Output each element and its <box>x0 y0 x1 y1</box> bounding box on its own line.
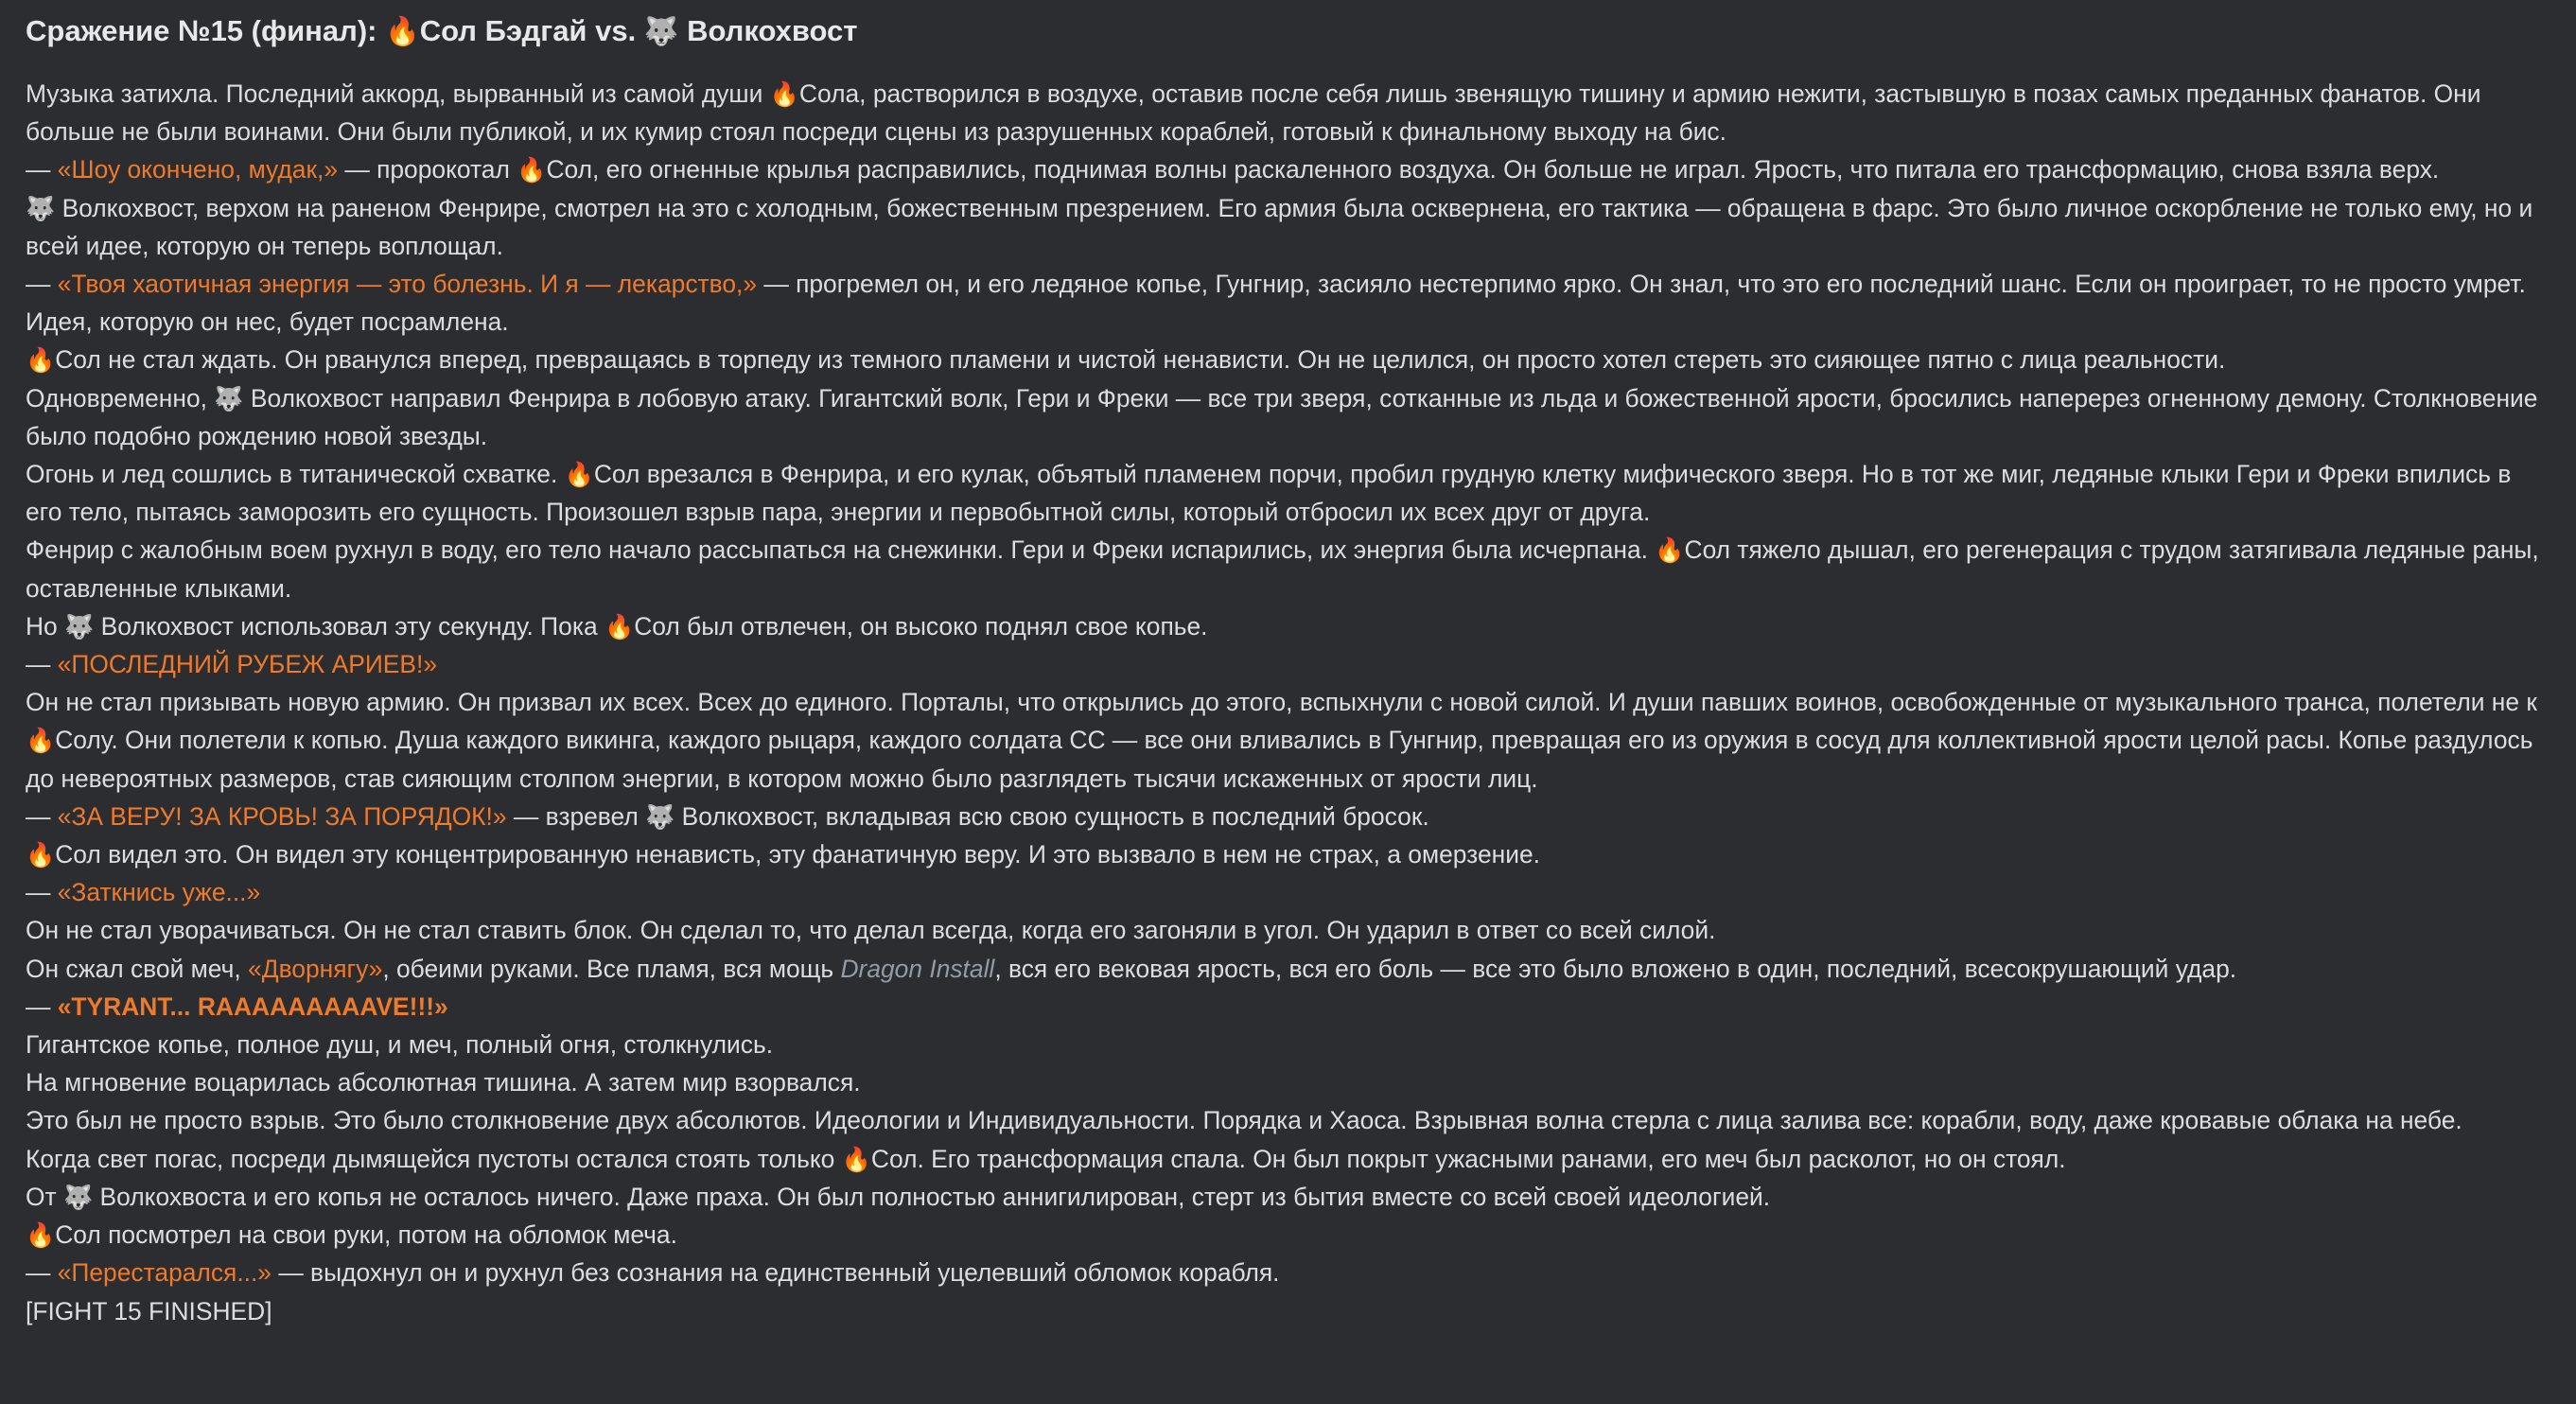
dash: — <box>26 1258 58 1288</box>
paragraph <box>26 150 2553 188</box>
page-title <box>26 13 2553 49</box>
title-fighter2: Волкохвост <box>687 14 858 47</box>
paragraph <box>26 1292 2553 1330</box>
quote-bold: «TYRANT... RAAAAAAAAAVE!!!» <box>57 992 448 1021</box>
text-run: , вся его вековая ярость, вся его боль — все это было вложено в один, последний, всесокрушающий удар. <box>994 954 2237 983</box>
paragraph <box>26 683 2553 798</box>
title-prefix: Сражение №15 (финал): <box>26 14 386 47</box>
paragraph <box>26 607 2553 645</box>
paragraph <box>26 341 2553 378</box>
dash: — <box>26 878 58 907</box>
text-run: Когда свет погас, посреди дымящейся пустоты остался стоять только <box>26 1144 842 1173</box>
paragraph <box>26 1254 2553 1291</box>
dash: — <box>26 650 58 679</box>
fire-icon: 🔥 <box>26 346 56 375</box>
quote: «Шоу окончено, мудак,» <box>57 155 339 184</box>
text-run: — выдохнул он и рухнул без сознания на единственный уцелевший обломок корабля. <box>272 1258 1280 1288</box>
text-run: — прогремел он, и его ледяное копье, Гунгнир, засияло нестерпимо ярко. Он знал, что это его последний шанс. Если он проиграет, то не просто умрет. Идея, которую он нес, будет посрамлена. <box>26 270 2526 337</box>
wolf-icon: 🐺 <box>64 612 95 641</box>
text-run: Волкохвост использовал эту секунду. Пока <box>100 611 605 641</box>
fire-icon: 🔥 <box>26 1221 56 1250</box>
text-run: Музыка затихла. Последний аккорд, вырванный из самой души <box>26 79 770 108</box>
text-run: Гигантское копье, полное душ, и меч, полный огня, столкнулись. <box>26 1030 774 1060</box>
paragraph <box>26 531 2553 606</box>
text-run: Сол тяжело дышал, его регенерация с трудом затягивала ледяные раны, оставленные клыками. <box>26 535 2539 603</box>
paragraph <box>26 988 2553 1026</box>
paragraph <box>26 1216 2553 1254</box>
text-run: Он сжал свой меч, <box>26 954 249 983</box>
text-run: От <box>26 1182 63 1211</box>
italic-term: Dragon Install <box>840 954 995 983</box>
text-run: Сол врезался в Фенрира, и его кулак, объятый пламенем порчи, пробил грудную клетку мифического зверя. Но в тот же миг, ледяные клыки Гери и Фреки впились в его тело, пытаясь заморозить его сущность. Произошел взрыв пара, энергии и первобытной силы, который отбросил их всех друг от друга. <box>26 460 2512 527</box>
dash: — <box>26 801 58 831</box>
wolf-icon: 🐺 <box>26 194 56 222</box>
dash: — <box>26 155 58 184</box>
fire-icon: 🔥 <box>1655 536 1685 565</box>
quote: «Перестарался...» <box>57 1258 272 1288</box>
paragraph <box>26 265 2553 341</box>
text-run: Сол видел это. Он видел эту концентрированную ненависть, эту фанатичную веру. И это вызвало в нем не страх, а омерзение. <box>55 840 1540 869</box>
text-run: Волкохвост, верхом на раненом Фенрире, смотрел на это с холодным, божественным презрением. Его армия была осквернена, его тактика — обращена в фарс. Это было личное оскорбление не только ему, но и всей идее, которую он теперь воплощал. <box>26 193 2533 260</box>
fire-icon: 🔥 <box>517 156 547 184</box>
paragraph <box>26 645 2553 683</box>
wolf-icon: 🐺 <box>62 1183 94 1211</box>
text-run: — пророкотал <box>338 155 517 184</box>
text-run: Он не стал призывать новую армию. Он призвал их всех. Всех до единого. Порталы, что открылись до этого, вспыхнули с новой силой. И души павших воинов, освобожденные от музыкального транса, полетели не к <box>26 688 2537 717</box>
paragraph <box>26 911 2553 949</box>
quote: «Заткнись уже...» <box>57 878 261 907</box>
paragraph <box>26 379 2553 455</box>
text-run: Волкохвост направил Фенрира в лобовую атаку. Гигантский волк, Гери и Фреки — все три зверя, сотканные из льда и божественной ярости, бросились наперерез огненному демону. Столкновение было подобно рождению новой звезды. <box>26 383 2538 450</box>
paragraph <box>26 835 2553 873</box>
dash: — <box>26 992 58 1021</box>
wolf-icon: 🐺 <box>214 384 244 412</box>
fire-icon: 🔥 <box>26 841 56 869</box>
text-run: , обеими руками. Все пламя, вся мощь <box>382 954 841 983</box>
text-run: Это был не просто взрыв. Это было столкновение двух абсолютов. Идеологии и Индивидуальности. Порядка и Хаоса. Взрывная волна стерла с лица залива все: корабли, воду, даже кровавые облака на небе. <box>26 1106 2462 1135</box>
text-run: Сол, его огненные крылья расправились, поднимая волны раскаленного воздуха. Он больше не играл. Ярость, что питала его трансформацию, снова взяла верх. <box>546 155 2440 184</box>
paragraph <box>26 798 2553 835</box>
text-run: Сол. Его трансформация спала. Он был покрыт ужасными ранами, его меч был расколот, но он стоял. <box>870 1144 2066 1173</box>
fire-icon: 🔥 <box>385 15 420 47</box>
text-run: Сол посмотрел на свои руки, потом на обломок меча. <box>55 1220 677 1250</box>
text-run: Волкохвост, вкладывая всю свою сущность в последний бросок. <box>681 801 1429 831</box>
fire-icon: 🔥 <box>841 1145 871 1173</box>
quote: «Дворнягу» <box>248 954 383 983</box>
paragraph <box>26 1178 2553 1216</box>
fire-icon: 🔥 <box>26 727 56 755</box>
fire-icon: 🔥 <box>604 612 635 641</box>
story-text <box>26 75 2553 1330</box>
quote: «ПОСЛЕДНИЙ РУБЕЖ АРИЕВ!» <box>57 650 438 679</box>
paragraph <box>26 189 2553 265</box>
text-run: Огонь и лед сошлись в титанической схватке. <box>26 460 565 489</box>
text-run: — взревел <box>506 801 646 831</box>
fire-icon: 🔥 <box>769 80 799 108</box>
fire-icon: 🔥 <box>564 461 594 489</box>
paragraph <box>26 455 2553 531</box>
paragraph <box>26 75 2553 150</box>
paragraph <box>26 1140 2553 1178</box>
text-run: Солу. Они полетели к копью. Душа каждого викинга, каждого рыцаря, каждого солдата СС — все они вливались в Гунгнир, превращая его из оружия в сосуд для коллективной ярости целой расы. Копье раздулось до невероятных размеров, став сияющим столпом энергии, в котором можно было разглядеть тысячи искаженных от ярости лиц. <box>26 726 2533 793</box>
text-run: Сол был отвлечен, он высоко поднял свое копье. <box>634 611 1208 641</box>
paragraph <box>26 1063 2553 1101</box>
text-run: Сол не стал ждать. Он рванулся вперед, превращаясь в торпеду из темного пламени и чистой ненависти. Он не целился, он просто хотел стереть это сияющее пятно с лица реальности. <box>55 345 2226 375</box>
quote: «ЗА ВЕРУ! ЗА КРОВЬ! ЗА ПОРЯДОК!» <box>57 801 507 831</box>
text-run: Одновременно, <box>26 383 215 412</box>
text-run: Он не стал уворачиваться. Он не стал ставить блок. Он сделал то, что делал всегда, когда его загоняли в угол. Он ударил в ответ со всей силой. <box>26 916 1716 945</box>
fight-finished-label: [FIGHT 15 FINISHED] <box>26 1296 272 1325</box>
paragraph <box>26 873 2553 911</box>
quote: «Твоя хаотичная энергия — это болезнь. И я — лекарство,» <box>57 270 758 299</box>
wolf-icon: 🐺 <box>643 15 679 47</box>
paragraph <box>26 1101 2553 1139</box>
text-run: Волкохвоста и его копья не осталось ничего. Даже праха. Он был полностью аннигилирован, стерт из бытия вместе со всей своей идеологией. <box>99 1182 1771 1211</box>
wolf-icon: 🐺 <box>645 802 675 831</box>
title-fighter1: Сол Бэдгай <box>419 14 587 47</box>
text-run: Но <box>26 611 65 641</box>
text-run: На мгновение воцарилась абсолютная тишина. А затем мир взорвался. <box>26 1068 861 1097</box>
paragraph <box>26 1026 2553 1063</box>
title-vs: vs. <box>587 14 644 47</box>
paragraph <box>26 950 2553 988</box>
text-run: Сола, растворился в воздухе, оставив после себя лишь звенящую тишину и армию нежити, застывшую в позах самых преданных фанатов. Они больше не были воинами. Они были публикой, и их кумир стоял посреди сцены из разрушенных кораблей, готовый к финальному выходу на бис. <box>26 79 2481 147</box>
dash: — <box>26 270 58 299</box>
text-run: Фенрир с жалобным воем рухнул в воду, его тело начало рассыпаться на снежинки. Гери и Фреки испарились, их энергия была исчерпана. <box>26 535 1656 565</box>
